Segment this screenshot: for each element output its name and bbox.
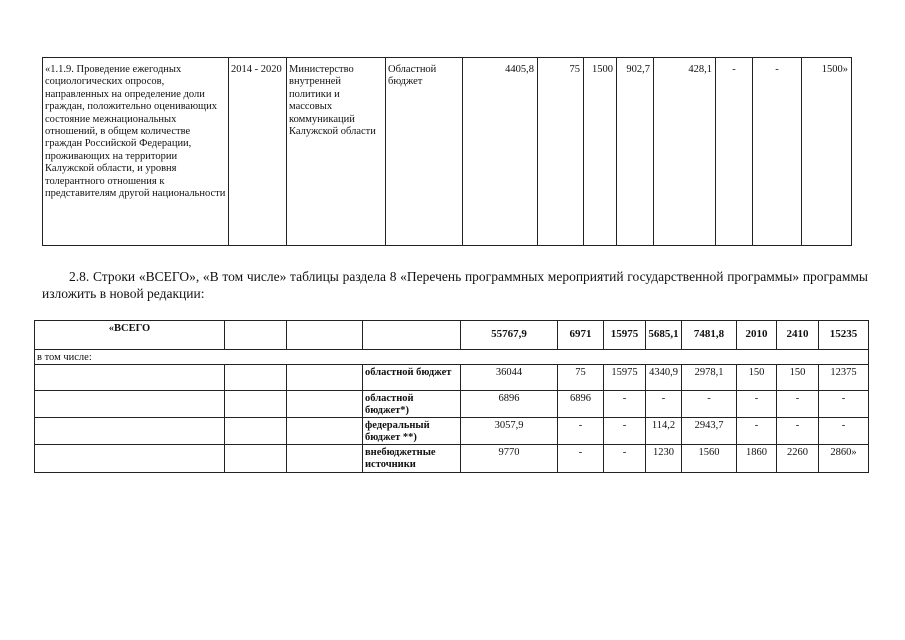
measure-executor-cell: Министерство внутренней политики и массовых коммуникаций Калужской области — [287, 58, 386, 246]
source-value: 15975 — [604, 365, 646, 391]
source-value: - — [819, 418, 869, 445]
source-value: 1560 — [682, 445, 737, 473]
total-value: 5685,1 — [646, 321, 682, 350]
source-value: 150 — [737, 365, 777, 391]
including-row — [35, 350, 869, 365]
value-cell: 1500» — [802, 58, 852, 246]
measure-source-cell: Областной бюджет — [386, 58, 463, 246]
total-label: «ВСЕГО — [35, 321, 225, 350]
source-row — [35, 418, 869, 445]
source-value: 3057,9 — [461, 418, 558, 445]
source-value: - — [737, 418, 777, 445]
source-value: 114,2 — [646, 418, 682, 445]
value-cell: - — [753, 58, 802, 246]
source-value: - — [604, 391, 646, 418]
source-value: - — [646, 391, 682, 418]
value-cell: 428,1 — [654, 58, 716, 246]
source-value: - — [737, 391, 777, 418]
amendment-paragraph — [42, 268, 868, 302]
source-value: - — [558, 445, 604, 473]
source-value: 2943,7 — [682, 418, 737, 445]
source-label: федеральный бюджет **) — [363, 418, 461, 445]
measure-period-cell: 2014 - 2020 — [229, 58, 287, 246]
source-value: 75 — [558, 365, 604, 391]
source-value: 1230 — [646, 445, 682, 473]
total-value: 2010 — [737, 321, 777, 350]
source-value: 12375 — [819, 365, 869, 391]
source-value: 9770 — [461, 445, 558, 473]
program-measure-table — [42, 57, 852, 246]
value-cell: 1500 — [584, 58, 617, 246]
source-value: 1860 — [737, 445, 777, 473]
total-value: 6971 — [558, 321, 604, 350]
source-row — [35, 445, 869, 473]
total-value: 2410 — [777, 321, 819, 350]
total-value: 15975 — [604, 321, 646, 350]
total-value: 15235 — [819, 321, 869, 350]
source-value: - — [558, 418, 604, 445]
source-label: областной бюджет — [363, 365, 461, 391]
source-value: 2260 — [777, 445, 819, 473]
including-label: в том числе: — [35, 350, 869, 365]
source-row — [35, 365, 869, 391]
totals-table — [34, 320, 869, 473]
source-value: - — [604, 418, 646, 445]
measure-name-cell: «1.1.9. Проведение ежегодных социологических опросов, направленных на определение доли граждан, положительно оценивающих состояние межнациональных отношений, в общем количестве граждан Российской Федерации, проживающих на территории Калужской области, и уровня толерантного отношения к представителям другой национальности — [43, 58, 229, 246]
value-cell: 902,7 — [617, 58, 654, 246]
source-label: внебюджетные источники — [363, 445, 461, 473]
total-value: 55767,9 — [461, 321, 558, 350]
source-value: 6896 — [461, 391, 558, 418]
source-value: - — [819, 391, 869, 418]
source-value: 6896 — [558, 391, 604, 418]
source-label: областной бюджет*) — [363, 391, 461, 418]
source-value: 36044 — [461, 365, 558, 391]
source-value: 2978,1 — [682, 365, 737, 391]
total-row — [35, 321, 869, 350]
source-value: 4340,9 — [646, 365, 682, 391]
amendment-text: 2.8. Строки «ВСЕГО», «В том числе» таблицы раздела 8 «Перечень программных мероприятий государственной программы» программы изложить в новой редакции: — [42, 269, 868, 301]
source-value: - — [777, 391, 819, 418]
value-cell: 4405,8 — [463, 58, 538, 246]
source-value: - — [604, 445, 646, 473]
source-value: - — [682, 391, 737, 418]
value-cell: - — [716, 58, 753, 246]
value-cell: 75 — [538, 58, 584, 246]
source-value: 2860» — [819, 445, 869, 473]
source-value: 150 — [777, 365, 819, 391]
total-value: 7481,8 — [682, 321, 737, 350]
source-row — [35, 391, 869, 418]
measure-row — [43, 58, 852, 246]
source-value: - — [777, 418, 819, 445]
